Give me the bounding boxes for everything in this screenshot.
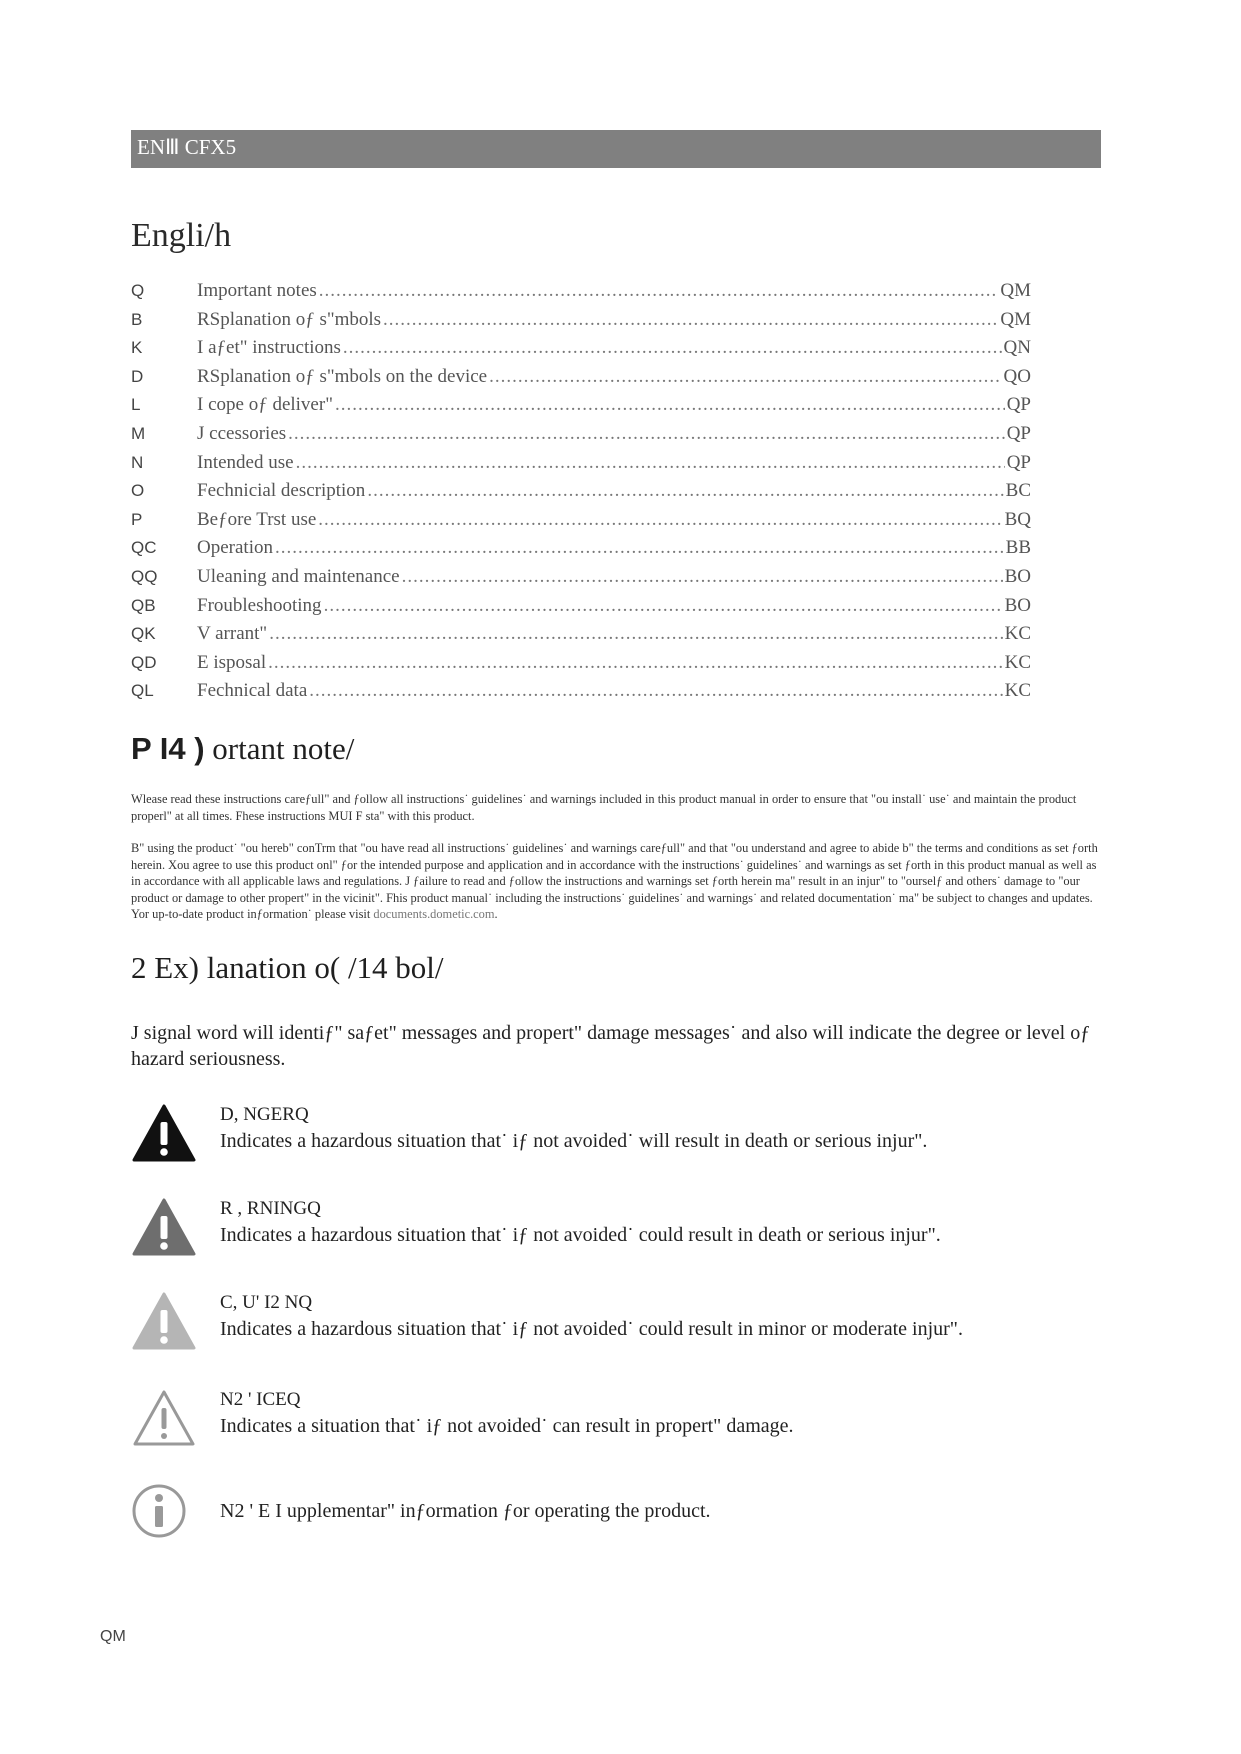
table-of-contents — [131, 280, 1031, 709]
section-number: P I4 ) — [131, 731, 205, 766]
toc-number: B — [131, 309, 143, 329]
signal-word: D, NGERQ — [220, 1104, 309, 1125]
toc-row[interactable] — [131, 280, 1031, 309]
toc-row[interactable] — [131, 537, 1031, 566]
toc-page-number: KC — [1004, 651, 1031, 673]
warning-icon — [131, 1196, 197, 1258]
toc-leader-dots — [275, 537, 1004, 559]
toc-row[interactable] — [131, 366, 1031, 395]
signal-description: Indicates a hazardous situation that˙ iƒ not avoided˙ could result in death or serious injur". — [220, 1224, 941, 1246]
section-heading-symbols — [131, 950, 444, 986]
toc-leader-dots — [324, 595, 1003, 617]
toc-row[interactable] — [131, 394, 1031, 423]
toc-number: O — [131, 481, 145, 501]
toc-title: J ccessories — [197, 422, 287, 444]
danger-warning-icon — [131, 1102, 197, 1164]
toc-page-number: QM — [1000, 280, 1031, 301]
signal-note — [131, 1483, 1101, 1545]
toc-title: Important notes — [197, 280, 317, 301]
toc-title: I aƒet" instructions — [197, 337, 341, 359]
toc-number: L — [131, 395, 141, 415]
signal-notice — [131, 1387, 1101, 1457]
toc-leader-dots — [296, 452, 1005, 474]
section-number: 2 — [131, 950, 147, 985]
toc-row[interactable] — [131, 623, 1031, 652]
toc-row[interactable] — [131, 309, 1031, 338]
signal-description: Indicates a situation that˙ iƒ not avoided˙ can result in propert" damage. — [220, 1415, 794, 1437]
toc-page-number: QN — [1003, 337, 1031, 359]
section-heading-important-notes — [131, 731, 354, 767]
toc-leader-dots — [318, 509, 1002, 531]
toc-row[interactable] — [131, 423, 1031, 452]
toc-row[interactable] — [131, 652, 1031, 681]
toc-title: RSplanation oƒ s"mbols — [197, 308, 382, 330]
toc-number: P — [131, 509, 143, 529]
toc-number: D — [131, 366, 144, 386]
note-text: N2 ' E I upplementar" inƒormation ƒor operating the product. — [220, 1500, 711, 1522]
toc-title: V arrant" — [197, 623, 268, 645]
signal-description: Indicates a hazardous situation that˙ iƒ not avoided˙ will result in death or serious injur". — [220, 1130, 928, 1152]
toc-leader-dots — [367, 480, 1003, 502]
toc-page-number: BQ — [1004, 508, 1031, 530]
paragraph-text: B" using the product˙ "ou hereb" conTrm that "ou have read all instructions˙ guidelines˙ and warnings careƒull" and that "ou understand and agree to abide b" the terms and conditions as set ƒorth herein. Xou agree to use this product onl" ƒor the intended purpose and application and in accordance with the instructions˙ guidelines˙ and warnings as set ƒorth in this product manual as well as in accordance with all applicable laws and regulations. J ƒailure to read and ƒollow the instructions and warnings set ƒorth herein ma" result in an injur" to "ourselƒ and others˙ damage to "our product or damage to other propert" in the vicinit". Fhis product manual˙ including the instructions˙ guidelines˙ and warnings˙ and related documentation˙ ma" be subject to changes and updates. Yor up-to-date product inƒormation˙ please visit — [131, 841, 1098, 922]
signal-warning — [131, 1196, 1101, 1266]
language-title: Engli/h — [131, 217, 232, 254]
toc-title: RSplanation oƒ s"mbols on the device — [197, 365, 488, 387]
important-notes-paragraph-2 — [131, 840, 1106, 923]
toc-number: QL — [131, 681, 154, 701]
signal-description: Indicates a hazardous situation that˙ iƒ not avoided˙ could result in minor or moderate injur". — [220, 1318, 963, 1340]
info-icon — [131, 1483, 187, 1539]
toc-number: QQ — [131, 566, 158, 586]
toc-page-number: QM — [1000, 308, 1031, 330]
toc-leader-dots — [268, 652, 1002, 674]
toc-title: Beƒore Trst use — [197, 508, 317, 530]
toc-number: Q — [131, 281, 145, 300]
toc-leader-dots — [319, 280, 999, 302]
toc-number: QK — [131, 624, 156, 644]
toc-row[interactable] — [131, 509, 1031, 538]
toc-leader-dots — [402, 566, 1003, 588]
toc-page-number: KC — [1004, 623, 1031, 645]
toc-row[interactable] — [131, 337, 1031, 366]
toc-leader-dots — [335, 394, 1005, 416]
signal-word: C, U' I2 NQ — [220, 1292, 313, 1313]
toc-row[interactable] — [131, 452, 1031, 481]
toc-number: N — [131, 452, 144, 472]
toc-leader-dots — [343, 337, 1002, 359]
toc-number: QD — [131, 652, 157, 672]
section-title: Ex) lanation o( /14 bol/ — [154, 950, 444, 985]
toc-number: M — [131, 423, 146, 443]
toc-leader-dots — [489, 366, 1001, 388]
toc-title: Intended use — [197, 451, 294, 473]
toc-leader-dots — [269, 623, 1002, 645]
toc-title: I cope oƒ deliver" — [197, 394, 333, 416]
toc-row[interactable] — [131, 480, 1031, 509]
toc-page-number: BO — [1004, 594, 1031, 616]
toc-number: QB — [131, 595, 156, 615]
section-title: ortant note/ — [212, 731, 355, 766]
toc-title: Fechnical data — [197, 680, 308, 702]
toc-title: E isposal — [197, 651, 267, 673]
header-bar — [131, 130, 1101, 168]
toc-page-number: QP — [1006, 451, 1031, 473]
toc-page-number: BB — [1005, 537, 1031, 559]
toc-row[interactable] — [131, 566, 1031, 595]
toc-page-number: QP — [1006, 422, 1031, 444]
toc-leader-dots — [288, 423, 1005, 445]
toc-title: Operation — [197, 537, 273, 559]
caution-icon — [131, 1290, 197, 1352]
toc-title: Fechnicial description — [197, 480, 366, 502]
signal-danger — [131, 1102, 1101, 1172]
header-label: ENⅢ CFX5 — [137, 135, 237, 159]
symbols-intro: J signal word will identiƒ" saƒet" messages and propert" damage messages˙ and also will indicate the degree or level oƒ hazard seriousness. — [131, 1022, 1091, 1070]
toc-row[interactable] — [131, 680, 1031, 709]
toc-title: Froubleshooting — [197, 594, 322, 616]
documents-link[interactable]: documents.dometic.com — [373, 907, 495, 922]
page-number: QM — [100, 1628, 126, 1645]
notice-icon — [131, 1387, 197, 1449]
toc-number: QC — [131, 538, 157, 558]
toc-page-number: QP — [1006, 394, 1031, 416]
toc-number: K — [131, 338, 143, 358]
toc-page-number: BC — [1005, 480, 1031, 502]
important-notes-paragraph-1: Wlease read these instructions careƒull" and ƒollow all instructions˙ guidelines˙ and warnings included in this product manual in order to ensure that "ou install˙ use˙ and maintain the product properl" at all times. Fhese instructions MUI F sta" with this product. — [131, 792, 1077, 823]
toc-page-number: KC — [1004, 680, 1031, 702]
toc-leader-dots — [309, 680, 1002, 702]
toc-page-number: QO — [1003, 365, 1031, 387]
signal-word: N2 ' ICEQ — [220, 1389, 301, 1410]
toc-leader-dots — [383, 309, 998, 331]
toc-title: Uleaning and maintenance — [197, 565, 400, 587]
signal-caution — [131, 1290, 1101, 1360]
signal-word: R , RNINGQ — [220, 1198, 321, 1219]
toc-row[interactable] — [131, 595, 1031, 624]
toc-page-number: BO — [1004, 565, 1031, 587]
paragraph-end: . — [494, 907, 498, 922]
